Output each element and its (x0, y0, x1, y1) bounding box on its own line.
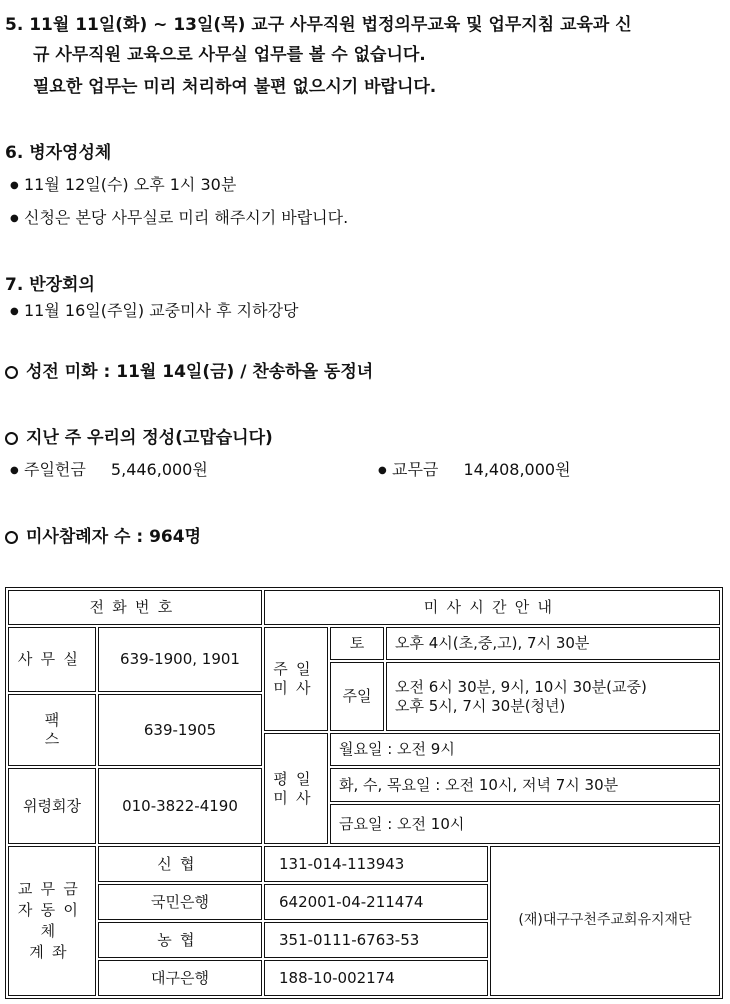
offering-title: 지난 주 우리의 정성(고맙습니다) (5, 423, 273, 448)
mass-header: 미사시간안내 (264, 590, 720, 625)
notice-5-line1: 5. 11월 11일(화) ~ 13일(목) 교구 사무직원 법정의무교육 및 업무지침 교육과 신 (5, 15, 632, 35)
bank-account-2: 642001-04-211474 (264, 884, 488, 920)
sun-label: 주일 (330, 662, 384, 731)
sat-label: 토 (330, 627, 384, 660)
office-number: 639-1900, 1901 (98, 627, 262, 692)
transfer-label: 교무금 자동이체 계좌 (8, 846, 96, 996)
fax-number: 639-1905 (98, 694, 262, 766)
sat-times: 오후 4시(초,중,고), 7시 30분 (386, 627, 720, 660)
notice-5-line3: 필요한 업무는 미리 처리하여 불편 없으시기 바랍니다. (33, 77, 437, 97)
notice-6-bullet-2: ● 신청은 본당 사무실로 미리 해주시기 바랍니다. (10, 208, 349, 227)
bank-name-4: 대구은행 (98, 960, 262, 996)
attendance: 미사참례자 수 : 964명 (5, 522, 201, 547)
offering-sunday: ● 주일헌금 5,446,000원 (10, 460, 208, 479)
friday-times: 금요일 : 오전 10시 (330, 804, 720, 844)
bank-name-1: 신협 (98, 846, 262, 882)
chair-label: 위령회장 (8, 768, 96, 844)
account-holder: (재)대구구천주교회유지재단 (490, 846, 720, 996)
bullet-icon: ● (10, 180, 19, 191)
notice-5-line2: 규 사무직원 교육으로 사무실 업무를 볼 수 없습니다. (33, 45, 426, 65)
notice-6-title: 6. 병자영성체 (5, 143, 112, 163)
office-label: 사무실 (8, 627, 96, 692)
monday-times: 월요일 : 오전 9시 (330, 733, 720, 766)
bullet-icon: ● (378, 465, 387, 476)
chair-number: 010-3822-4190 (98, 768, 262, 844)
bullet-icon: ● (10, 465, 19, 476)
bank-account-1: 131-014-113943 (264, 846, 488, 882)
flower-notice: 성전 미화 : 11월 14일(금) / 찬송하올 동정녀 (5, 357, 373, 382)
bank-name-3: 농협 (98, 922, 262, 958)
bullet-icon: ● (10, 306, 19, 317)
bank-account-4: 188-10-002174 (264, 960, 488, 996)
circle-icon (5, 432, 18, 445)
contact-table (5, 587, 723, 999)
circle-icon (5, 531, 18, 544)
bank-account-3: 351-0111-6763-53 (264, 922, 488, 958)
circle-icon (5, 366, 18, 379)
phone-header: 전화번호 (8, 590, 262, 625)
offering-diocese: ● 교무금 14,408,000원 (378, 460, 571, 479)
notice-6-bullet-1: ● 11월 12일(수) 오후 1시 30분 (10, 175, 237, 194)
weekday-mass-label: 평일 미사 (264, 733, 328, 844)
sunday-mass-label: 주일 미사 (264, 627, 328, 731)
notice-7-bullet-1: ● 11월 16일(주일) 교중미사 후 지하강당 (10, 301, 299, 320)
sun-times: 오전 6시 30분, 9시, 10시 30분(교중) 오후 5시, 7시 30분(청년) (386, 662, 720, 731)
bullet-icon: ● (10, 213, 19, 224)
midweek-times: 화, 수, 목요일 : 오전 10시, 저녁 7시 30분 (330, 768, 720, 802)
fax-label: 팩스 (8, 694, 96, 766)
bank-name-2: 국민은행 (98, 884, 262, 920)
notice-7-title: 7. 반장회의 (5, 275, 95, 295)
